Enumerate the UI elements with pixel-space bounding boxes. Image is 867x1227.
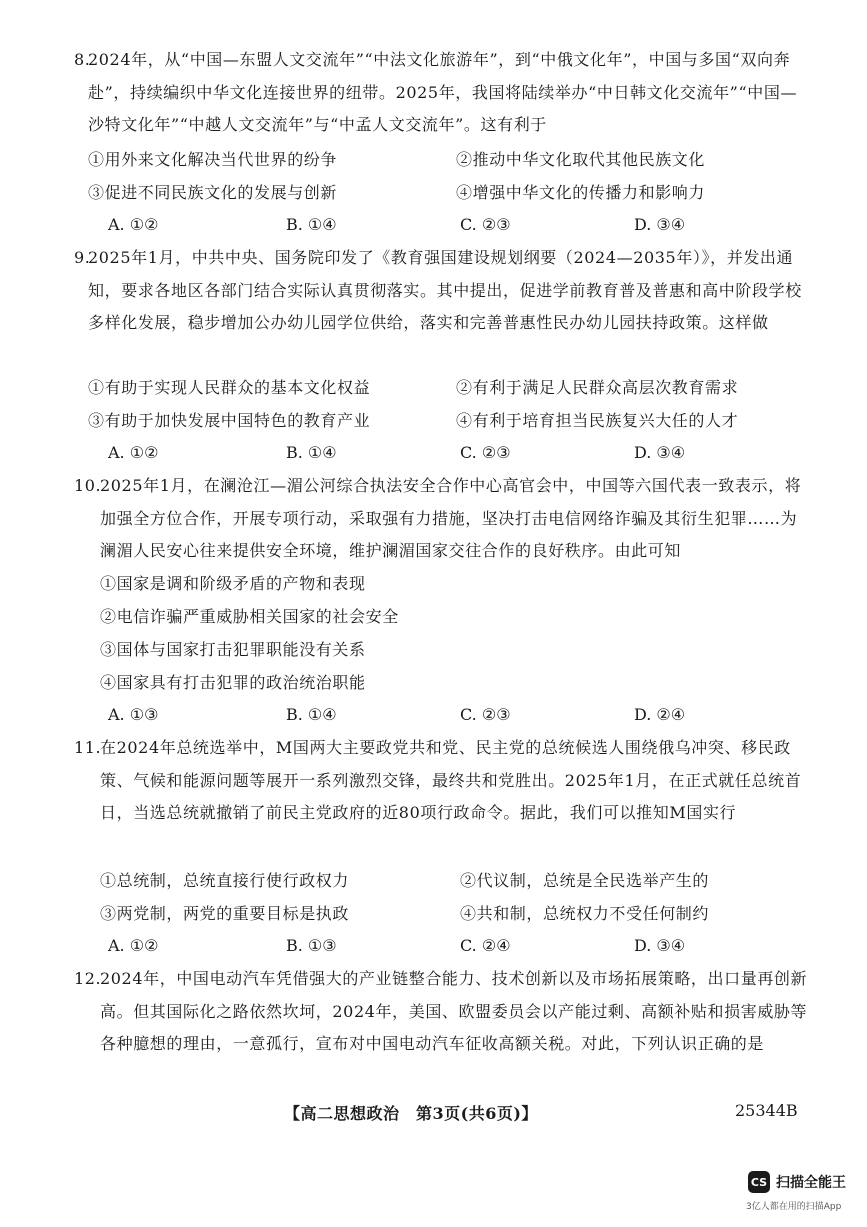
answer-b: B. ①④ <box>286 215 337 234</box>
option-2: ②推动中华文化取代其他民族文化 <box>456 150 706 169</box>
scanner-app-name: 扫描全能王 <box>776 1175 846 1191</box>
answer-a: A. ①③ <box>108 705 159 724</box>
option-3: ③两党制，两党的重要目标是执政 <box>100 904 350 923</box>
option-4: ④国家具有打击犯罪的政治统治职能 <box>100 673 366 692</box>
option-3: ③促进不同民族文化的发展与创新 <box>88 183 338 202</box>
answer-d: D. ③④ <box>634 936 686 955</box>
option-4: ④增强中华文化的传播力和影响力 <box>456 183 706 202</box>
question-stem <box>74 44 808 142</box>
option-1: ①用外来文化解决当代世界的纷争 <box>88 150 338 169</box>
answer-a: A. ①② <box>108 936 159 955</box>
question-stem <box>74 470 808 568</box>
question-number: 12. <box>74 969 102 988</box>
option-2: ②有利于满足人民群众高层次教育需求 <box>456 378 739 397</box>
answer-b: B. ①③ <box>286 936 337 955</box>
question-number: 8. <box>74 50 91 69</box>
option-2: ②电信诈骗严重威胁相关国家的社会安全 <box>100 607 399 626</box>
option-2: ②代议制，总统是全民选举产生的 <box>460 871 710 890</box>
question-text: 2024年，从“中国—东盟人文交流年”“中法文化旅游年”，到“中俄文化年”，中国与多国“双向奔赴”，持续编织中华文化连接世界的纽带。2025年，我国将陆续举办“中日韩文化交流年”“中国—沙特文化年”“中越人文交流年”与“中孟人文交流年”。这有利于 <box>88 50 798 134</box>
question-stem <box>74 242 808 340</box>
scanner-logo-icon: CS <box>748 1171 770 1193</box>
answer-c: C. ②③ <box>460 215 511 234</box>
question-text: 在2024年总统选举中，M国两大主要政党共和党、民主党的总统候选人围绕俄乌冲突、移民政策、气候和能源问题等展开一系列激烈交锋，最终共和党胜出。2025年1月，在正式就任总统首日，当选总统就撤销了前民主党政府的近80项行政命令。据此，我们可以推知M国实行 <box>100 738 802 822</box>
answer-d: D. ③④ <box>634 215 686 234</box>
exam-code: 25344B <box>735 1101 798 1120</box>
option-1: ①总统制，总统直接行使行政权力 <box>100 871 350 890</box>
question-number: 11. <box>74 738 102 757</box>
option-4: ④有利于培育担当民族复兴大任的人才 <box>456 411 739 430</box>
option-3: ③国体与国家打击犯罪职能没有关系 <box>100 640 366 659</box>
option-4: ④共和制，总统权力不受任何制约 <box>460 904 710 923</box>
scanner-tagline: 3亿人都在用的扫描App <box>746 1202 842 1212</box>
question-text: 2025年1月，中共中央、国务院印发了《教育强国建设规划纲要（2024—2035年）》，并发出通知，要求各地区各部门结合实际认真贯彻落实。其中提出，促进学前教育普及普惠和高中阶段学校多样化发展，稳步增加公办幼儿园学位供给，落实和完善普惠性民办幼儿园扶持政策。这样做 <box>88 248 802 332</box>
answer-c: C. ②③ <box>460 705 511 724</box>
answer-c: C. ②③ <box>460 443 511 462</box>
answer-a: A. ①② <box>108 215 159 234</box>
question-text: 2024年，中国电动汽车凭借强大的产业链整合能力、技术创新以及市场拓展策略，出口量再创新高。但其国际化之路依然坎坷，2024年，美国、欧盟委员会以产能过剩、高额补贴和损害威胁等各种臆想的理由，一意孤行，宣布对中国电动汽车征收高额关税。对此，下列认识正确的是 <box>100 969 808 1053</box>
question-stem <box>74 732 808 830</box>
option-1: ①国家是调和阶级矛盾的产物和表现 <box>100 574 366 593</box>
answer-d: D. ③④ <box>634 443 686 462</box>
answer-b: B. ①④ <box>286 705 337 724</box>
answer-c: C. ②④ <box>460 936 511 955</box>
scanner-watermark <box>748 1171 846 1193</box>
question-stem <box>74 963 808 1061</box>
footer-title: 【高二思想政治 第3页(共6页)】 <box>284 1104 538 1123</box>
answer-d: D. ②④ <box>634 705 686 724</box>
answer-a: A. ①② <box>108 443 159 462</box>
question-text: 2025年1月，在澜沧江—湄公河综合执法安全合作中心高官会中，中国等六国代表一致表示，将加强全方位合作，开展专项行动，采取强有力措施，坚决打击电信网络诈骗及其衍生犯罪……为澜湄人民安心往来提供安全环境，维护澜湄国家交往合作的良好秩序。由此可知 <box>100 476 802 560</box>
option-1: ①有助于实现人民群众的基本文化权益 <box>88 378 371 397</box>
answer-b: B. ①④ <box>286 443 337 462</box>
option-3: ③有助于加快发展中国特色的教育产业 <box>88 411 371 430</box>
question-number: 10. <box>74 476 102 495</box>
question-number: 9. <box>74 248 91 267</box>
